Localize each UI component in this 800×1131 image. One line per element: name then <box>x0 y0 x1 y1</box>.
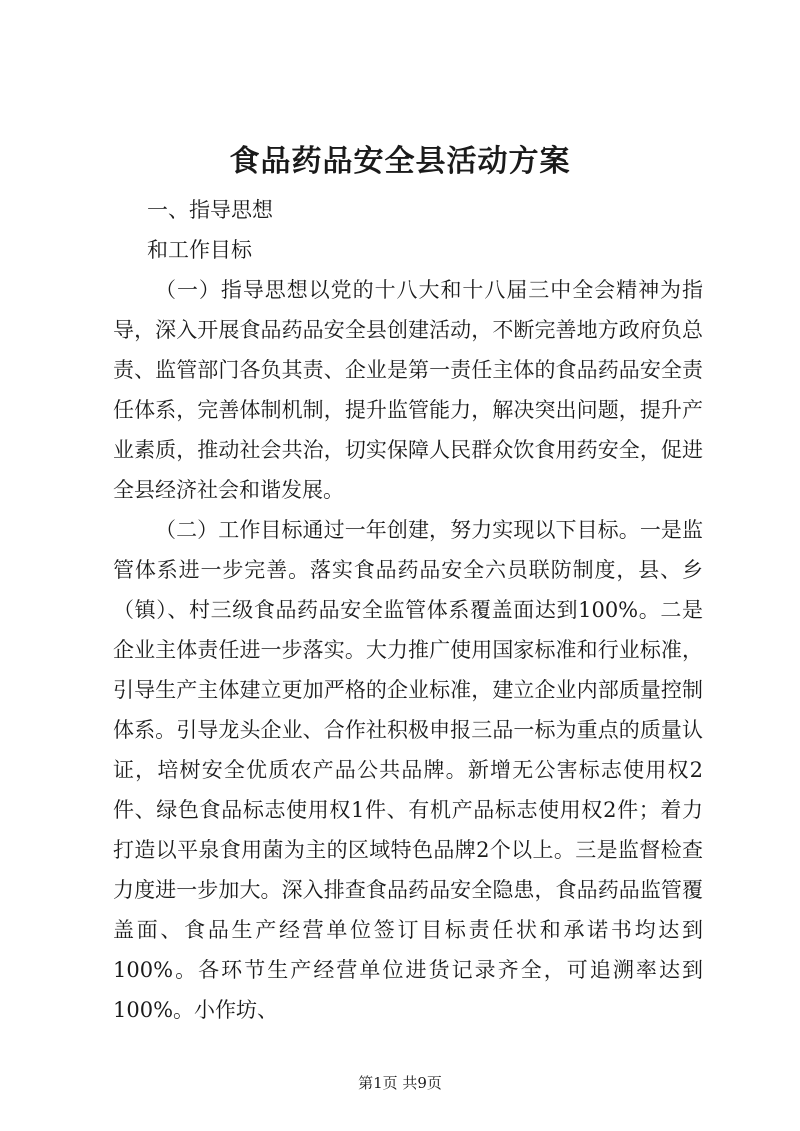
paragraph-work-goals: （二）工作目标通过一年创建，努力实现以下目标。一是监管体系进一步完善。落实食品药品安全六员联防制度，县、乡（镇）、村三级食品药品安全监管体系覆盖面达到100%。二是企业主体责任进一步落实。大力推广使用国家标准和行业标准，引导生产主体建立更加严格的企业标准，建立企业内部质量控制体系。引导龙头企业、合作社积极申报三品一标为重点的质量认证，培树安全优质农产品公共品牌。新增无公害标志使用权2件、绿色食品标志使用权1件、有机产品标志使用权2件；着力打造以平泉食用菌为主的区域特色品牌2个以上。三是监督检查力度进一步加大。深入排查食品药品安全隐患，食品药品监管覆盖面、食品生产经营单位签订目标责任状和承诺书均达到100%。各环节生产经营单位进货记录齐全，可追溯率达到100%。小作坊、 <box>113 518 703 1022</box>
page-footer: 第1页 共9页 <box>358 1074 442 1092</box>
section-heading: 一、指导思想 <box>147 198 273 222</box>
section-heading-continuation: 和工作目标 <box>147 238 252 262</box>
document-body <box>113 190 703 1030</box>
document-title: 食品药品安全县活动方案 <box>229 144 571 179</box>
paragraph-guiding-ideology: （一）指导思想以党的十八大和十八届三中全会精神为指导，深入开展食品药品安全县创建活动，不断完善地方政府负总责、监管部门各负其责、企业是第一责任主体的食品药品安全责任体系，完善体制机制，提升监管能力，解决突出问题，提升产业素质，推动社会共治，切实保障人民群众饮食用药安全，促进全县经济社会和谐发展。 <box>113 278 703 502</box>
